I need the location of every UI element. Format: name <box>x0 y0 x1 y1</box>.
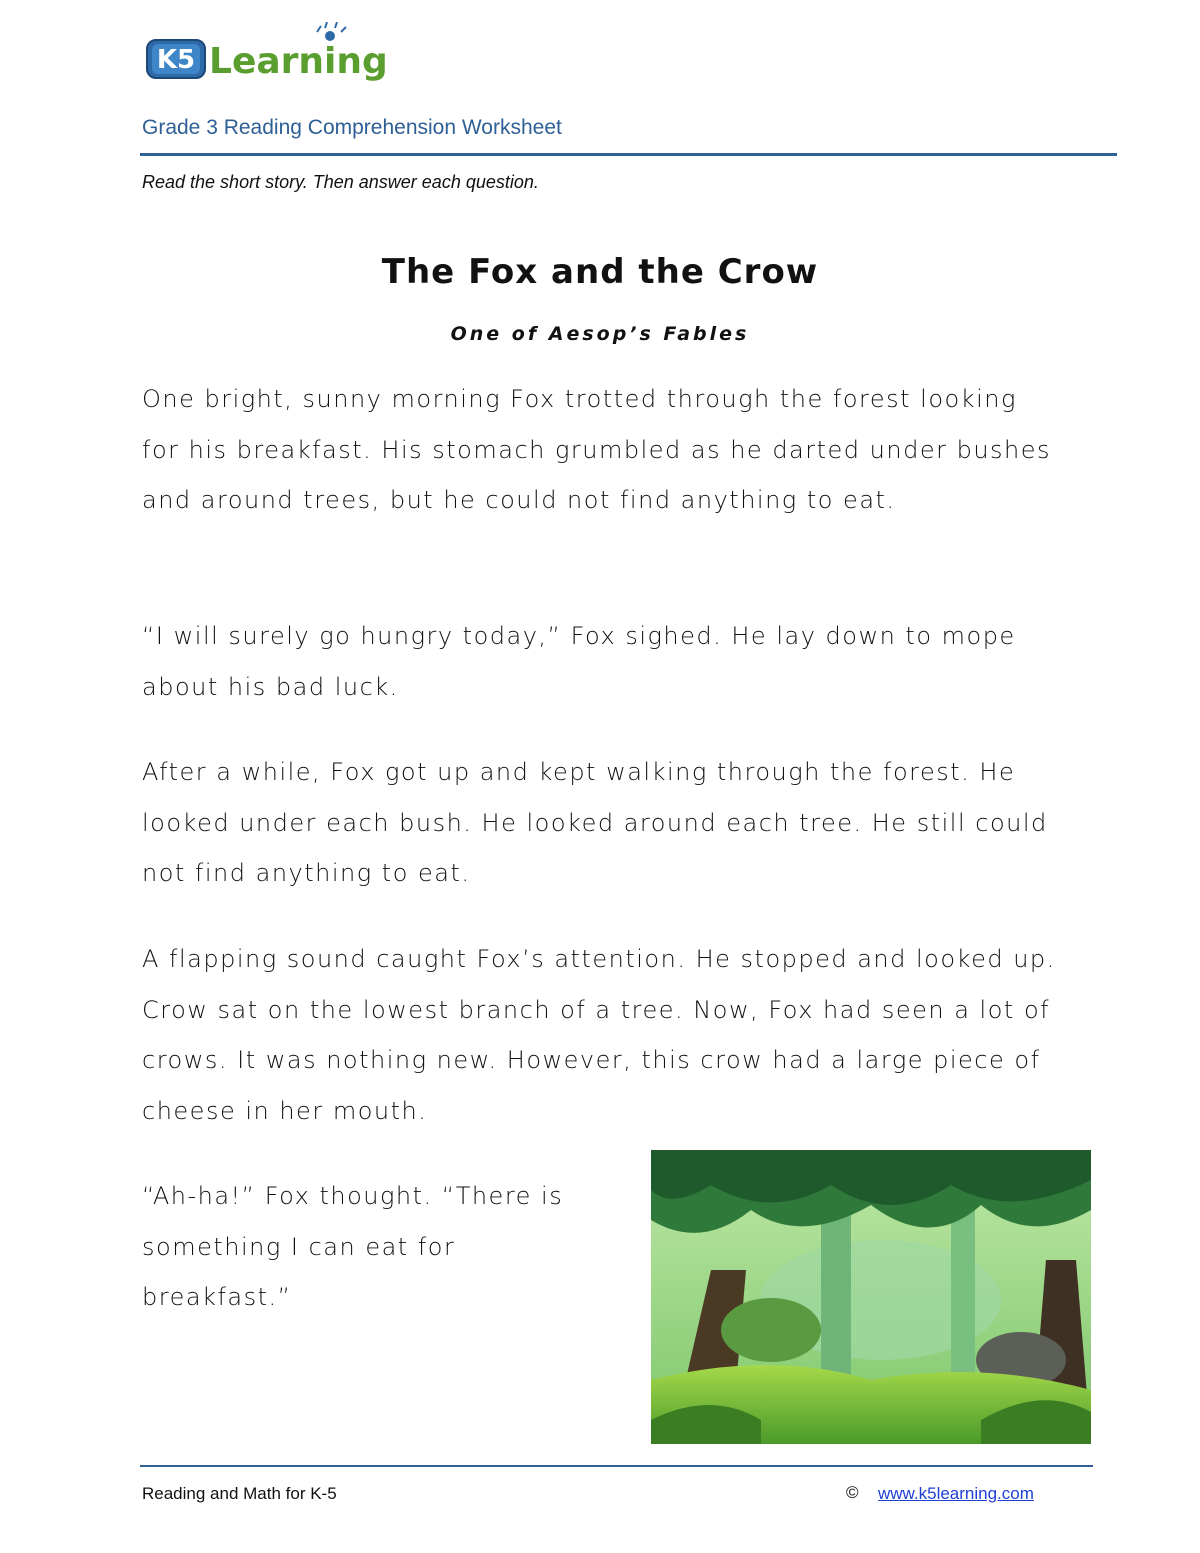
worksheet-title: Grade 3 Reading Comprehension Worksheet <box>142 116 562 139</box>
story-subtitle: One of Aesop’s Fables <box>450 323 750 345</box>
header-divider <box>140 153 1117 156</box>
story-paragraph-3: After a while, Fox got up and kept walking through the forest. He looked under each bush. He looked around each tree. He still could not find anything to eat. <box>142 758 1048 887</box>
website-link[interactable]: www.k5learning.com <box>878 1484 1034 1503</box>
instructions: Read the short story. Then answer each question. <box>142 172 539 192</box>
story-title: The Fox and the Crow <box>381 252 819 292</box>
svg-text:K5: K5 <box>156 45 196 75</box>
story-paragraph-1: One bright, sunny morning Fox trotted through the forest looking for his breakfast. His stomach grumbled as he darted under bushes and around trees, but he could not find anything to eat. <box>142 385 1052 514</box>
svg-text:Learning: Learning <box>209 41 388 82</box>
story-paragraph-4: A flapping sound caught Fox’s attention. He stopped and looked up. Crow sat on the lowest branch of a tree. Now, Fox had seen a lot of crows. It was nothing new. However, this crow had a large piece of cheese in her mouth. <box>142 945 1056 1125</box>
footer-divider <box>140 1465 1093 1467</box>
k5-learning-logo <box>145 22 400 88</box>
story-paragraph-5: “Ah-ha!” Fox thought. “There is something I can eat for breakfast.” <box>142 1182 564 1311</box>
footer-tagline: Reading and Math for K-5 <box>142 1484 337 1503</box>
copyright-symbol: © <box>846 1483 859 1502</box>
story-paragraph-2: “I will surely go hungry today,” Fox sighed. He lay down to mope about his bad luck. <box>142 622 1016 701</box>
forest-illustration <box>651 1150 1091 1444</box>
